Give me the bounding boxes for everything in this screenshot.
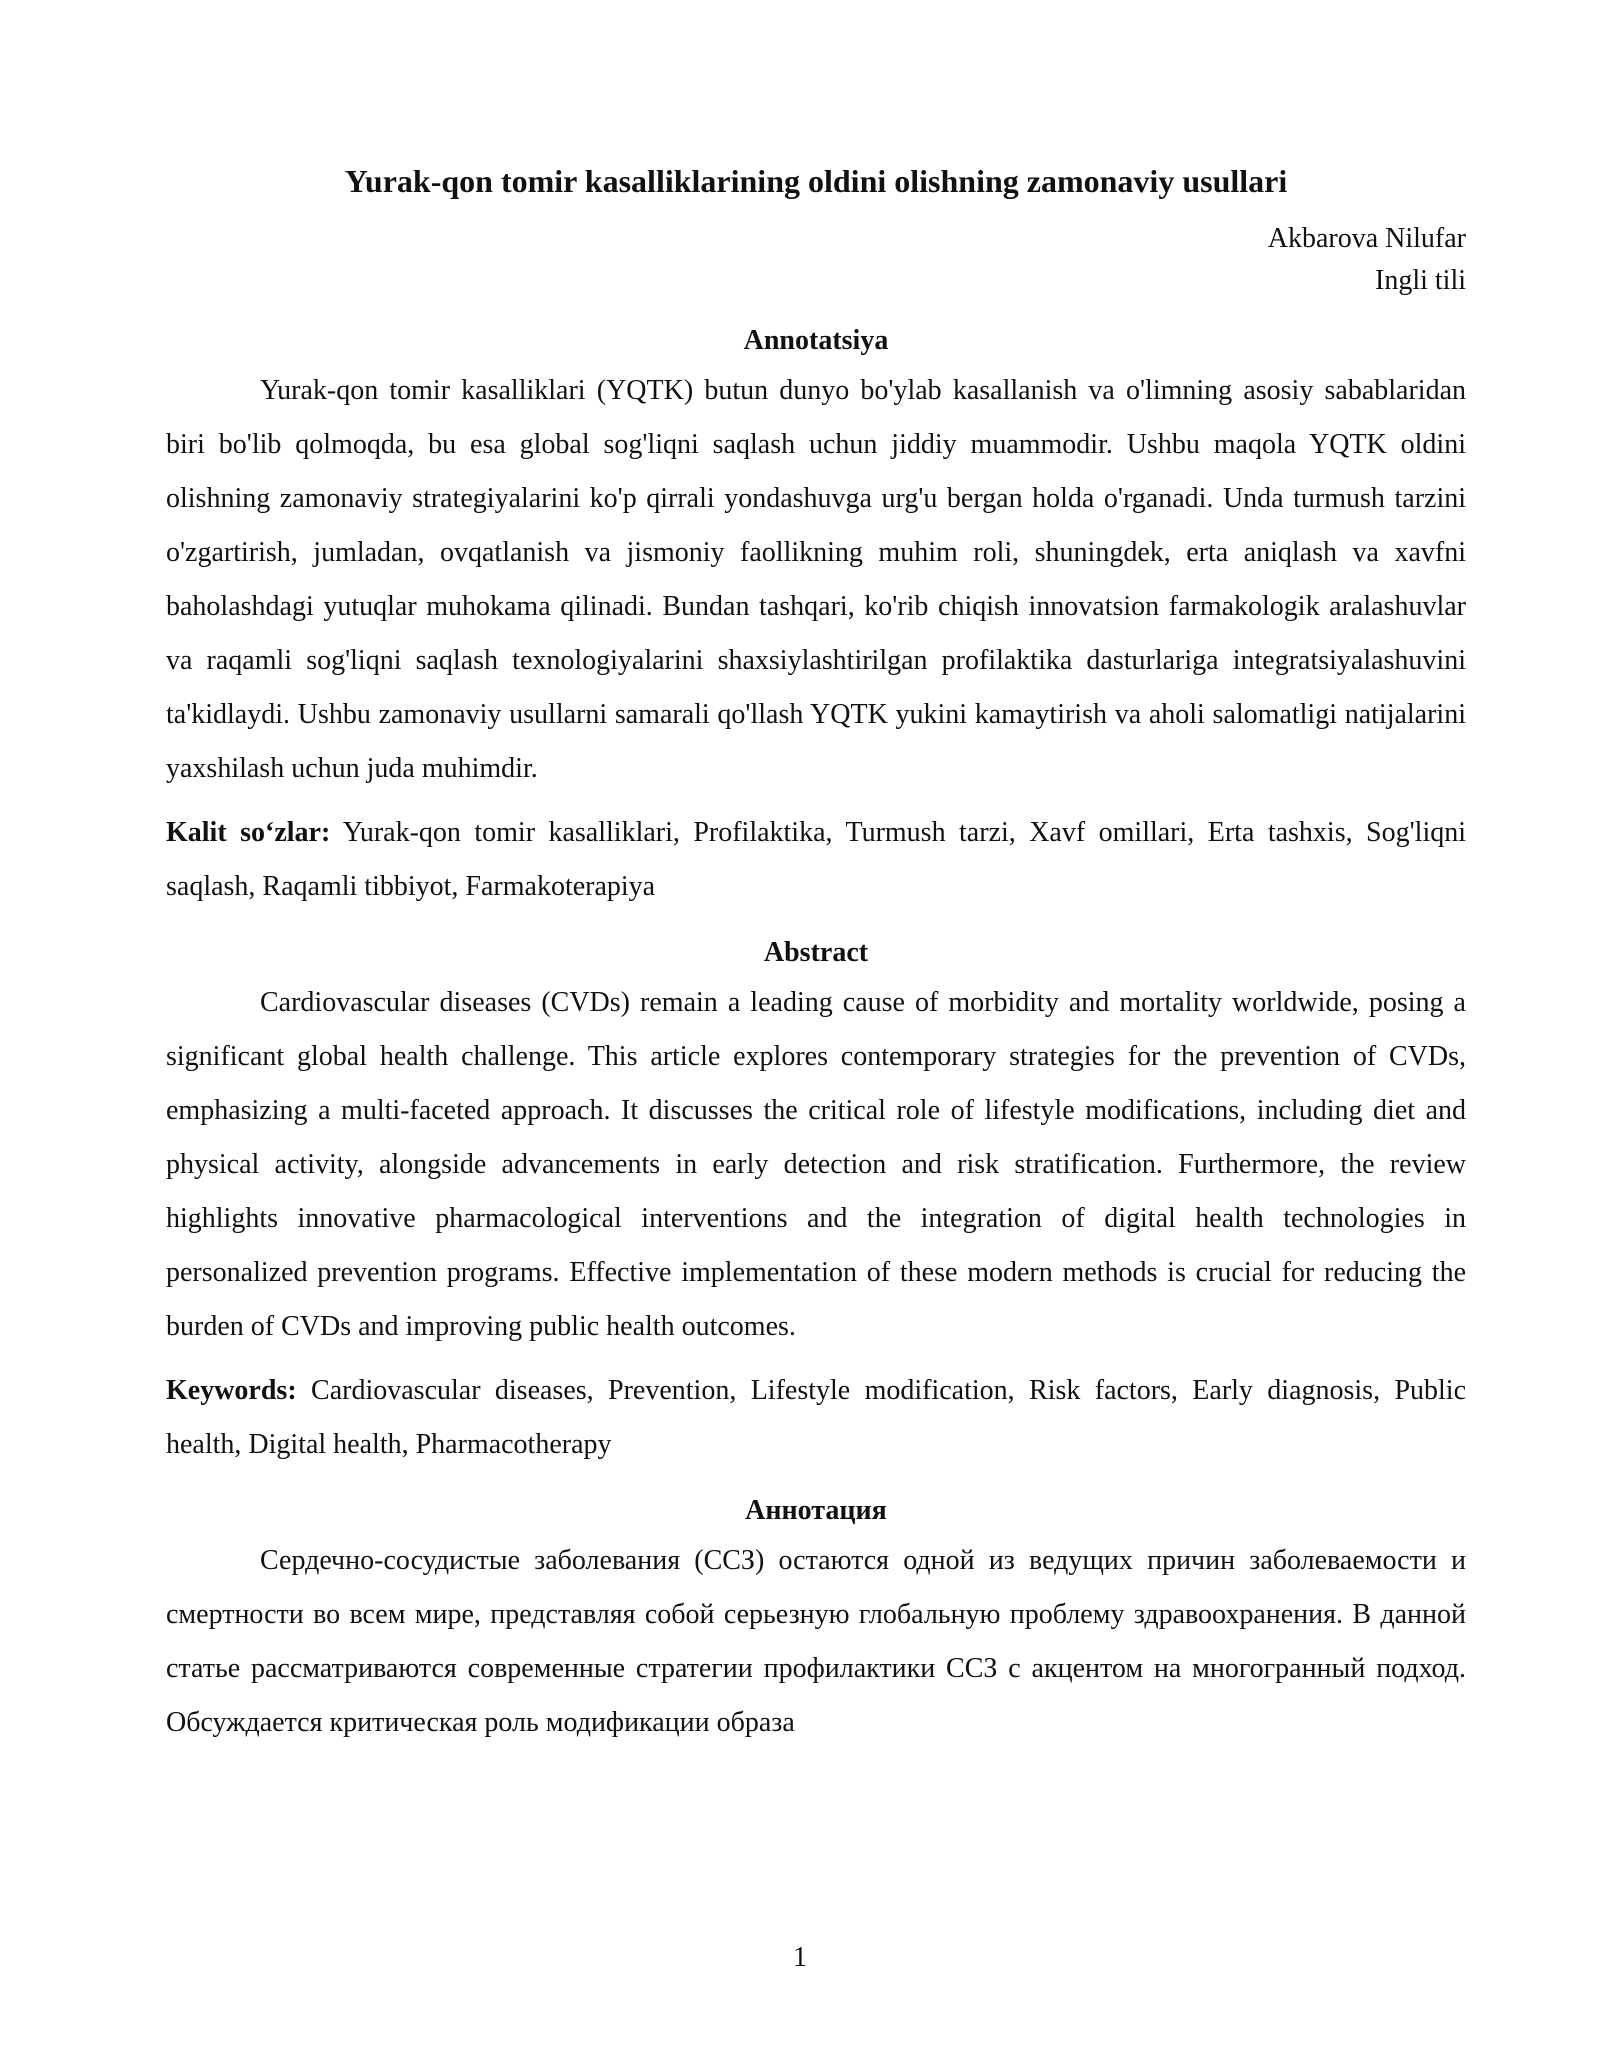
author-affiliation: Ingli tili [1375, 265, 1466, 296]
uzbek-keywords-label: Kalit so‘zlar: [166, 817, 331, 848]
russian-annotation-heading: Аннотация [745, 1495, 887, 1526]
uzbek-keywords-list: Yurak-qon tomir kasalliklari, Profilaktika, Turmush tarzi, Xavf omillari, Erta tashxis, Sog'liqni saqlash, Raqamli tibbiyot, Farmakoterapiya [166, 817, 1467, 902]
uzbek-annotation-text: Yurak-qon tomir kasalliklari (YQTK) butun dunyo bo'ylab kasallanish va o'limning asosiy sabablaridan biri bo'lib qolmoqda, bu esa global sog'liqni saqlash uchun jiddiy muammodir. Ushbu maqola YQTK oldini olishning zamonaviy strategiyalarini ko'p qirrali yondashuvga urg'u bergan holda o'rganadi. Unda turmush tarzini o'zgartirish, jumladan, ovqatlanish va jismoniy faollikning muhim roli, shuningdek, erta aniqlash va xavfni baholashdagi yutuqlar muhokama qilinadi. Bundan tashqari, ko'rib chiqish innovatsion farmakologik aralashuvlar va raqamli sog'liqni saqlash texnologiyalarini shaxsiylashtirilgan profilaktika dasturlariga integratsiyalashuvini ta'kidlaydi. Ushbu zamonaviy usullarni samarali qo'llash YQTK yukini kamaytirish va aholi salomatligi natijalarini yaxshilash uchun juda muhimdir. [166, 375, 1466, 784]
russian-annotation-text: Сердечно-сосудистые заболевания (ССЗ) остаются одной из ведущих причин заболеваемости и смертности во всем мире, представляя собой серьезную глобальную проблему здравоохранения. В данной статье рассматриваются современные стратегии профилактики ССЗ с акцентом на многогранный подход. Обсуждается критическая роль модификации образа [166, 1545, 1466, 1738]
paper-title: Yurak-qon tomir kasalliklarining oldini olishning zamonaviy usullari [344, 163, 1288, 199]
english-abstract-section [166, 934, 1466, 1472]
uzbek-annotation-heading: Annotatsiya [743, 325, 889, 356]
english-abstract-text: Cardiovascular diseases (CVDs) remain a leading cause of morbidity and mortality worldwide, posing a significant global health challenge. This article explores contemporary strategies for the prevention of CVDs, emphasizing a multi-faceted approach. It discusses the critical role of lifestyle modifications, including diet and physical activity, alongside advancements in early detection and risk stratification. Furthermore, the review highlights innovative pharmacological interventions and the integration of digital health technologies in personalized prevention programs. Effective implementation of these modern methods is crucial for reducing the burden of CVDs and improving public health outcomes. [166, 987, 1466, 1342]
page-number: 1 [793, 1942, 807, 1973]
english-keywords-label: Keywords: [166, 1375, 297, 1406]
uzbek-annotation-section [166, 322, 1466, 914]
uzbek-keywords [166, 806, 1466, 914]
english-keywords-list: Cardiovascular diseases, Prevention, Lifestyle modification, Risk factors, Early diagnosis, Public health, Digital health, Pharmacotherapy [166, 1375, 1467, 1460]
paper-page [166, 160, 1466, 1750]
author-name: Akbarova Nilufar [1267, 223, 1466, 254]
english-keywords [166, 1364, 1466, 1472]
english-abstract-heading: Abstract [763, 937, 869, 968]
russian-annotation-section [166, 1492, 1466, 1750]
